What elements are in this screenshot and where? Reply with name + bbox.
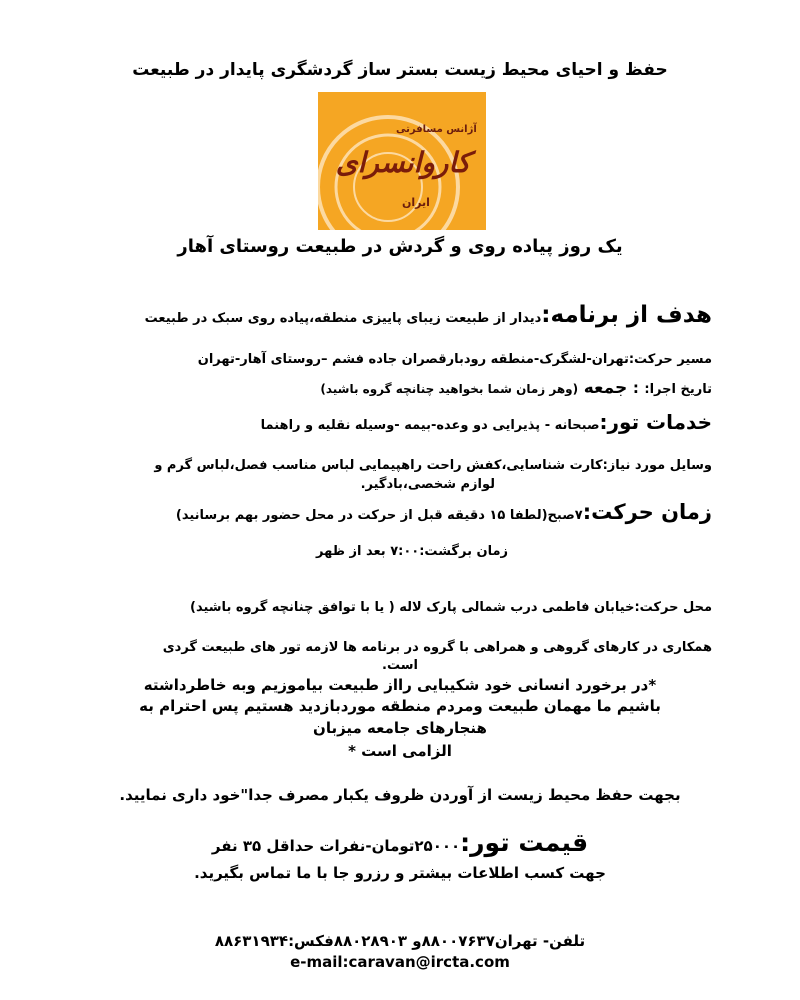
goal-text: دیدار از طبیعت زیبای پاییزی منطقه،پیاده روی سبک در طبیعت: [144, 311, 542, 326]
date-label: تاریخ اجرا:: [644, 382, 712, 397]
environment-note: بجهت حفظ محیط زیست از آوردن ظروف یکبار مصرف جدا"خود داری نمایید.: [119, 786, 681, 804]
cooperation-line2: است.: [382, 658, 418, 673]
price-text: ۲۵۰۰۰تومان-نفرات حداقل ۳۵ نفر: [211, 837, 461, 855]
services-label: خدمات تور:: [599, 410, 712, 434]
cooperation-line1: همکاری در کارهای گروهی و همراهی با گروه در برنامه ها لازمه تور های طبیعت گردی: [162, 640, 712, 655]
header-title: حفظ و احیای محیط زیست بستر ساز گردشگری پایدار در طبیعت: [132, 60, 668, 80]
notice-line2: باشیم ما مهمان طبیعت ومردم منطقه موردبازدید هستیم پس احترام به: [139, 697, 661, 715]
departure-line: [176, 500, 712, 524]
departure-label: زمان حرکت:: [582, 500, 712, 524]
price-label: قیمت تور:: [460, 828, 589, 857]
equipment-line1: وسایل مورد نیاز:کارت شناسایی،کفش راحت راهپیمایی لباس مناسب فصل،لباس گرم و: [154, 458, 712, 473]
logo-line-top: آژانس مسافرتی: [396, 124, 477, 135]
meeting-point: محل حرکت:خیابان فاطمی درب شمالی پارک لاله ( یا با توافق چنانچه گروه باشید): [190, 600, 712, 615]
date-day: جمعه: [583, 378, 628, 398]
tour-title: یک روز پیاده روی و گردش در طبیعت روستای آهار: [177, 236, 623, 257]
logo-line-bottom: ایران: [402, 196, 430, 209]
services-text: صبحانه - پذیرایی دو وعده-بیمه -وسیله نقلیه و راهنما: [260, 418, 600, 433]
logo-line-main: کاروانسرای: [335, 146, 471, 179]
logo: [318, 92, 486, 230]
contact-email[interactable]: e-mail:caravan@ircta.com: [290, 953, 510, 971]
date-note: (وهر زمان شما بخواهید چنانچه گروه باشید): [320, 382, 579, 396]
goal-line: [145, 302, 712, 328]
notice-line1: *در برخورد انسانی خود شکیبایی رااز طبیعت بیاموزیم وبه خاطرداشته: [143, 676, 657, 694]
notice-line3: هنجارهای جامعه میزبان: [313, 719, 487, 737]
date-line: [320, 378, 712, 398]
goal-label: هدف از برنامه:: [541, 302, 712, 328]
return-time: زمان برگشت:۷:۰۰ بعد از ظهر: [316, 544, 508, 559]
notice-line4: الزامی است *: [348, 742, 452, 760]
price-line: [0, 828, 800, 857]
info-line: جهت کسب اطلاعات بیشتر و رزرو جا با ما تماس بگیرید.: [194, 864, 606, 882]
contact-phone: تلفن- تهران۸۸۰۰۷۶۳۷و ۸۸۰۲۸۹۰۳فکس:۸۸۶۳۱۹۳۴: [214, 932, 586, 950]
departure-text: ۷صبح(لطفا ۱۵ دقیقه قبل از حرکت در محل حضور بهم برسانید): [175, 508, 583, 523]
equipment-line2: لوازم شخصی،بادگیر.: [360, 477, 495, 492]
route: مسیر حرکت:تهران-لشگرک-منطقه رودبارقصران جاده فشم –روستای آهار-تهران: [197, 352, 712, 367]
date-colon: :: [632, 379, 639, 397]
services-line: [261, 410, 712, 434]
